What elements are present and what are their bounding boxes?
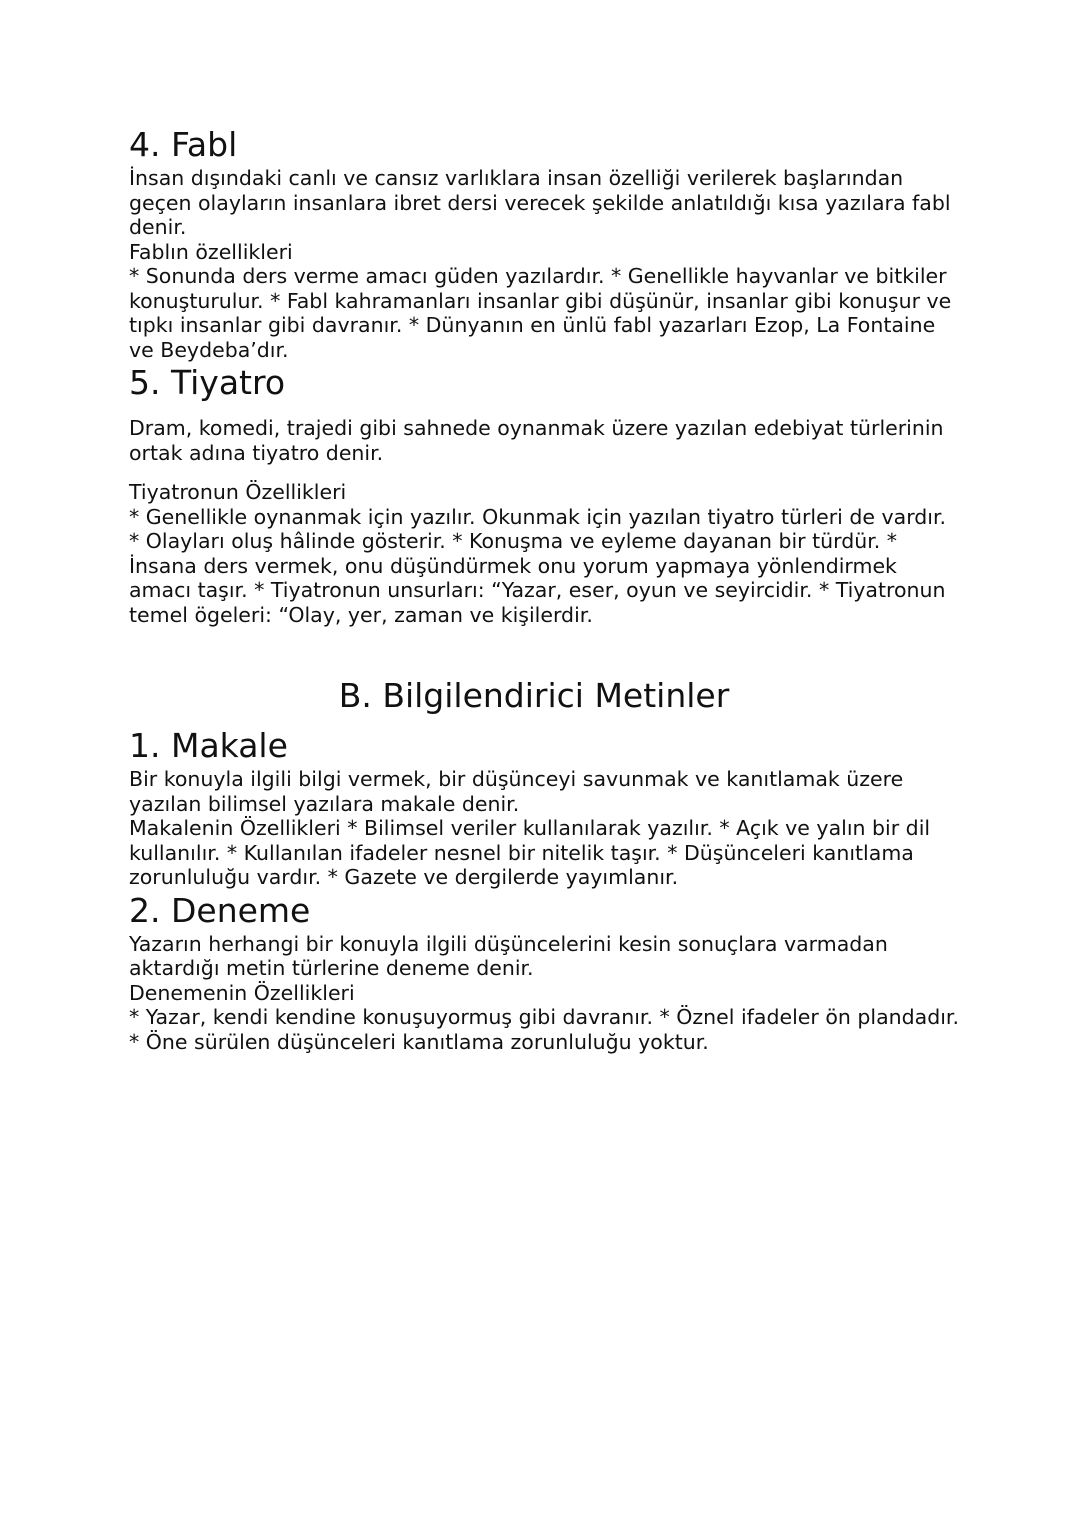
heading-tiyatro: 5. Tiyatro <box>129 363 286 402</box>
tiyatro-features-title: Tiyatronun Özellikleri <box>129 480 347 504</box>
fabl-features: * Sonunda ders verme amacı güden yazılardır. * Genellikle hayvanlar ve bitkiler konuşturulur. * Fabl kahramanları insanlar gibi düşünür, insanlar gibi konuşur ve tıpkı insanlar gibi davranır. * Dünyanın en ünlü fabl yazarları Ezop, La Fontaine ve Beydeba’dır. <box>129 264 952 362</box>
section-fabl <box>129 124 959 362</box>
heading-fabl: 4. Fabl <box>129 125 238 164</box>
tiyatro-features: * Genellikle oynanmak için yazılır. Okunmak için yazılan tiyatro türleri de vardır. * Olayları oluş hâlinde gösterir. * Konuşma ve eyleme dayanan bir türdür. * İnsana ders vermek, onu düşündürmek onu yorum yapmaya yönlendirmek amacı taşır. * Tiyatronun unsurları: “Yazar, eser, oyun ve seyircidir. * Tiyatronun temel ögeleri: “Olay, yer, zaman ve kişilerdir. <box>129 504 947 627</box>
section-b-title: B. Bilgilendirici Metinler <box>338 676 730 715</box>
deneme-features: * Yazar, kendi kendine konuşuyormuş gibi davranır. * Öznel ifadeler ön plandadır. * Öne sürülen düşünceleri kanıtlama zorunluluğu yoktur. <box>129 1005 959 1054</box>
heading-deneme: 2. Deneme <box>129 890 311 930</box>
makale-features: Makalenin Özellikleri * Bilimsel veriler kullanılarak yazılır. * Açık ve yalın bir dil kullanılır. * Kullanılan ifadeler nesnel bir nitelik taşır. * Düşünceleri kanıtlama zorunluluğu vardır. * Gazete ve dergilerde yayımlanır. <box>129 816 931 889</box>
deneme-features-title: Denemenin Özellikleri <box>129 980 355 1005</box>
tiyatro-definition: Dram, komedi, trajedi gibi sahnede oynanmak üzere yazılan edebiyat türlerinin ortak adına tiyatro denir. <box>129 416 944 465</box>
deneme-definition: Yazarın herhangi bir konuyla ilgili düşüncelerini kesin sonuçlara varmadan aktardığı metin türlerine deneme denir. <box>129 931 888 980</box>
section-makale <box>129 725 959 890</box>
heading-makale: 1. Makale <box>129 726 288 765</box>
section-tiyatro <box>129 362 959 627</box>
makale-definition: Bir konuyla ilgili bilgi vermek, bir düşünceyi savunmak ve kanıtlamak üzere yazılan bilimsel yazılara makale denir. <box>129 767 904 816</box>
document-page <box>129 124 959 1054</box>
fabl-features-title: Fablın özellikleri <box>129 239 293 264</box>
fabl-definition: İnsan dışındaki canlı ve cansız varlıklara insan özelliği verilerek başlarından geçen olayların insanlara ibret dersi verecek şekilde anlatıldığı kısa yazılara fabl denir. <box>129 166 951 239</box>
section-deneme <box>129 890 959 1055</box>
